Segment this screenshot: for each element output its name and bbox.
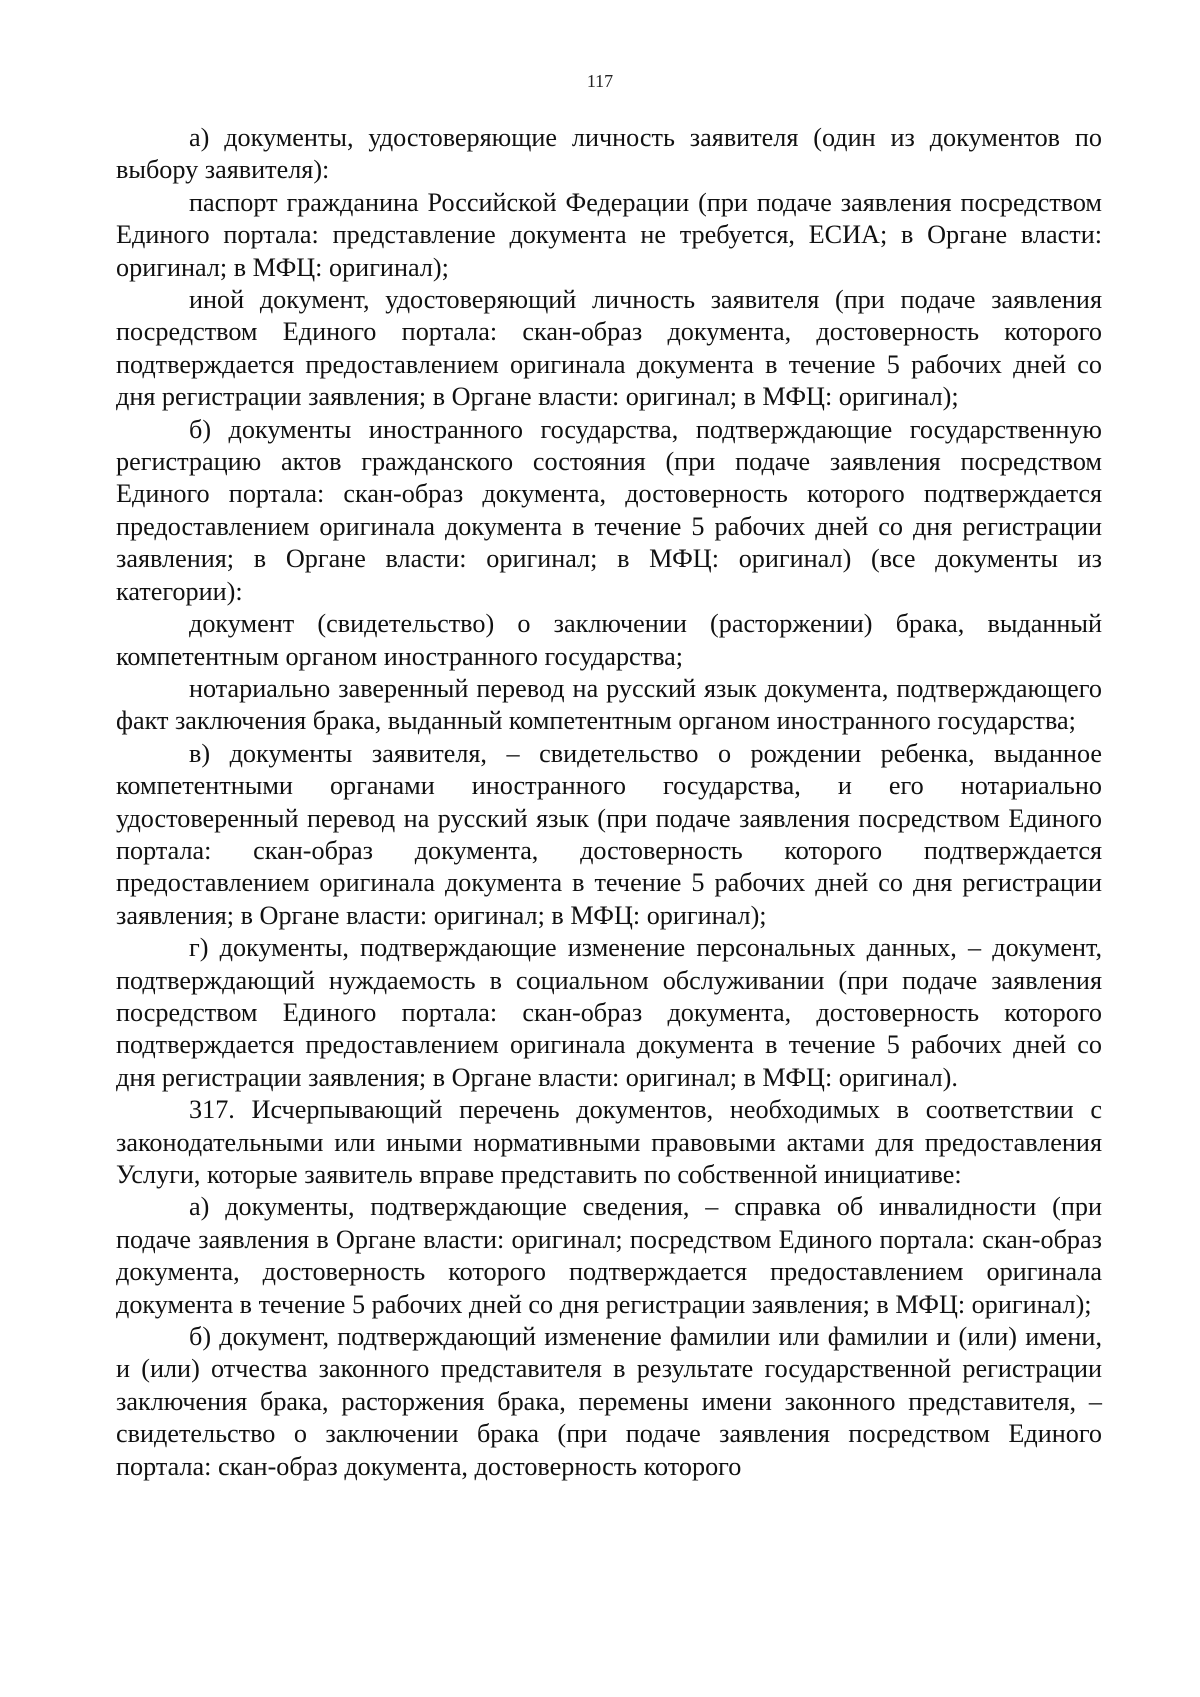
page-number: 117: [586, 71, 614, 91]
paragraph-foreign-state-documents: б) документы иностранного государства, подтверждающие государственную регистрацию актов гражданского состояния (при подаче заявления посредством Единого портала: скан-образ документа, достоверность которого подтверждается предоставлением оригинала документа в течение 5 рабочих дней со дня регистрации заявления; в Органе власти: оригинал; в МФЦ: оригинал) (все документы из категории):: [116, 414, 1102, 606]
paragraph-clause-317: 317. Исчерпывающий перечень документов, необходимых в соответствии с законодательными или иными нормативными правовыми актами для предоставления Услуги, которые заявитель вправе представить по собственной инициативе:: [116, 1095, 1102, 1189]
document-body: [116, 122, 1102, 1483]
paragraph-marriage-certificate: документ (свидетельство) о заключении (расторжении) брака, выданный компетентным органом иностранного государства;: [116, 609, 1102, 671]
paragraph-notarized-translation: нотариально заверенный перевод на русский язык документа, подтверждающего факт заключения брака, выданный компетентным органом иностранного государства;: [116, 673, 1102, 736]
paragraph-personal-data-change: г) документы, подтверждающие изменение персональных данных, – документ, подтверждающий нуждаемость в социальном обслуживании (при подаче заявления посредством Единого портала: скан-образ документа, достоверность которого подтверждается предоставлением оригинала документа в течение 5 рабочих дней со дня регистрации заявления; в Органе власти: оригинал; в МФЦ: оригинал).: [116, 933, 1102, 1092]
paragraph-disability-certificate: а) документы, подтверждающие сведения, – справка об инвалидности (при подаче заявления в Органе власти: оригинал; посредством Единого портала: скан-образ документа, достоверность которого подтверждается предоставлением оригинала документа в течение 5 рабочих дней со дня регистрации заявления; в МФЦ: оригинал);: [116, 1192, 1102, 1319]
paragraph-passport: паспорт гражданина Российской Федерации (при подаче заявления посредством Единого портала: представление документа не требуется, ЕСИА; в Органе власти: оригинал; в МФЦ: оригинал);: [116, 187, 1102, 282]
paragraph-other-identity-document: иной документ, удостоверяющий личность заявителя (при подаче заявления посредством Единого портала: скан-образ документа, достоверность которого подтверждается предоставлением оригинала документа в течение 5 рабочих дней со дня регистрации заявления; в Органе власти: оригинал; в МФЦ: оригинал);: [116, 285, 1102, 412]
paragraph-identity-documents: а) документы, удостоверяющие личность заявителя (один из документов по выбору заявителя):: [116, 123, 1102, 185]
paragraph-name-change-document: б) документ, подтверждающий изменение фамилии или фамилии и (или) имени, и (или) отчества законного представителя в результате государственной регистрации заключения брака, расторжения брака, перемены имени законного представителя, – свидетельство о заключении брака (при подаче заявления посредством Единого портала: скан-образ документа, достоверность которого: [116, 1322, 1102, 1481]
paragraph-birth-certificate: в) документы заявителя, – свидетельство о рождении ребенка, выданное компетентными органами иностранного государства, и его нотариально удостоверенный перевод на русский язык (при подаче заявления посредством Единого портала: скан-образ документа, достоверность которого подтверждается предоставлением оригинала документа в течение 5 рабочих дней со дня регистрации заявления; в Органе власти: оригинал; в МФЦ: оригинал);: [116, 738, 1102, 930]
